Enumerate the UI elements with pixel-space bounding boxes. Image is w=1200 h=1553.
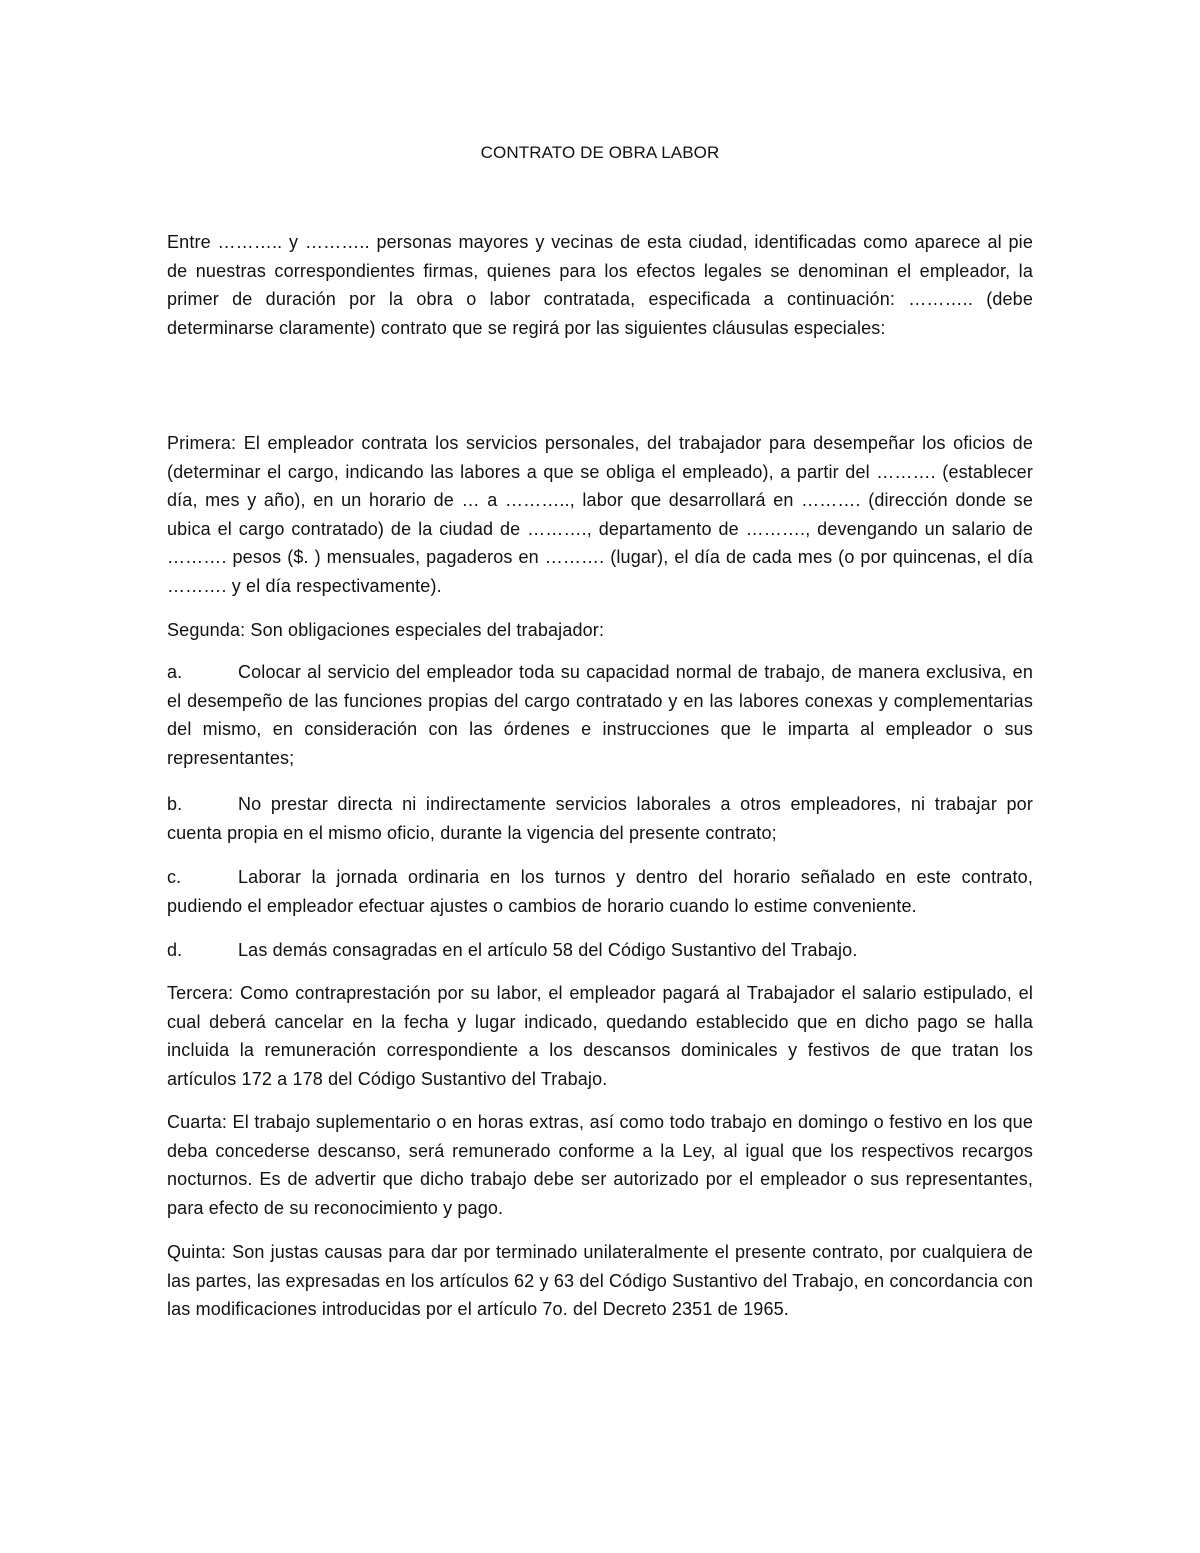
intro-paragraph: Entre ……….. y ……….. personas mayores y vecinas de esta ciudad, identificadas como aparece al pie de nuestras correspondientes firmas, quienes para los efectos legales se denominan el empleador, la primer de duración por la obra o labor contratada, especificada a continuación: ……….. (debe determinarse claramente) contrato que se regirá por las siguientes cláusulas especiales: bbox=[167, 232, 1033, 338]
clause-tercera: Tercera: Como contraprestación por su labor, el empleador pagará al Trabajador el salario estipulado, el cual deberá cancelar en la fecha y lugar indicado, quedando establecido que en dicho pago se halla incluida la remuneración correspondiente a los descansos dominicales y festivos de que tratan los artículos 172 a 178 del Código Sustantivo del Trabajo. bbox=[167, 983, 1033, 1089]
item-marker: a. bbox=[167, 662, 183, 682]
item-marker: b. bbox=[167, 794, 183, 814]
clause-segunda-heading: Segunda: Son obligaciones especiales del trabajador: bbox=[167, 620, 605, 640]
clause-quinta: Quinta: Son justas causas para dar por terminado unilateralmente el presente contrato, por cualquiera de las partes, las expresadas en los artículos 62 y 63 del Código Sustantivo del Trabajo, en concordancia con las modificaciones introducidas por el artículo 7o. del Decreto 2351 de 1965. bbox=[167, 1242, 1033, 1320]
obligation-item-b bbox=[167, 790, 1033, 847]
clause-cuarta: Cuarta: El trabajo suplementario o en horas extras, así como todo trabajo en domingo o festivo en los que deba concederse descanso, será remunerado conforme a la Ley, al igual que los respectivos recargos nocturnos. Es de advertir que dicho trabajo debe ser autorizado por el empleador o sus representantes, para efecto de su reconocimiento y pago. bbox=[167, 1112, 1033, 1218]
item-text: Colocar al servicio del empleador toda su capacidad normal de trabajo, de manera exclusiva, en el desempeño de las funciones propias del cargo contratado y en las labores conexas y complementarias del mismo, en consideración con las órdenes e instrucciones que le imparta al empleador o sus representantes; bbox=[167, 662, 1033, 768]
clause-primera: Primera: El empleador contrata los servicios personales, del trabajador para desempeñar los oficios de (determinar el cargo, indicando las labores a que se obliga el empleado), a partir del ………. (establecer día, mes y año), en un horario de … a ……….., labor que desarrollará en ………. (dirección donde se ubica el cargo contratado) de la ciudad de ………., departamento de ………., devengando un salario de ………. pesos ($. ) mensuales, pagaderos en ………. (lugar), el día de cada mes (o por quincenas, el día ………. y el día respectivamente). bbox=[167, 433, 1033, 596]
obligation-item-c bbox=[167, 863, 1033, 920]
item-text: No prestar directa ni indirectamente servicios laborales a otros empleadores, ni trabajar por cuenta propia en el mismo oficio, durante la vigencia del presente contrato; bbox=[167, 794, 1033, 843]
obligation-item-d bbox=[167, 936, 1033, 965]
document-title: CONTRATO DE OBRA LABOR bbox=[480, 143, 720, 162]
item-marker: d. bbox=[167, 940, 183, 960]
item-text: Laborar la jornada ordinaria en los turnos y dentro del horario señalado en este contrato, pudiendo el empleador efectuar ajustes o cambios de horario cuando lo estime conveniente. bbox=[167, 867, 1033, 916]
obligation-item-a bbox=[167, 658, 1033, 772]
item-marker: c. bbox=[167, 867, 182, 887]
item-text: Las demás consagradas en el artículo 58 del Código Sustantivo del Trabajo. bbox=[238, 940, 858, 960]
